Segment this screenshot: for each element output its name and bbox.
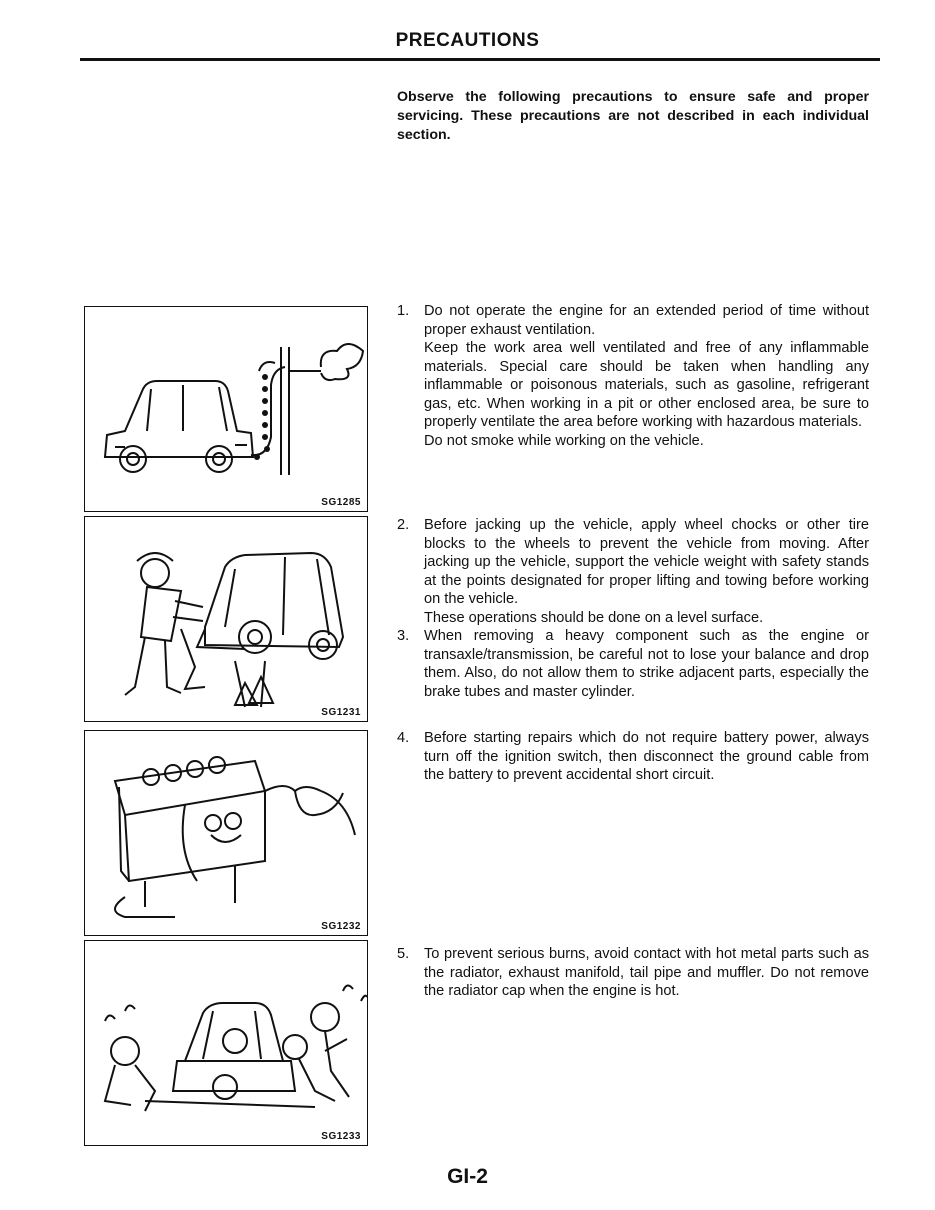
item-number: 4. — [397, 730, 410, 746]
item-paragraph: Do not smoke while working on the vehicle. — [424, 432, 704, 449]
item-number: 1. — [397, 303, 410, 319]
item-number: 3. — [397, 628, 410, 644]
title-rule — [80, 58, 880, 61]
item-paragraph: When removing a heavy component such as the engine or transaxle/transmission, be careful not to lose your balance and drop them. Also, do not allow them to strike adjacent parts, especially the brake tubes and master cylinder. — [424, 628, 869, 700]
item-paragraph: Before starting repairs which do not require battery power, always turn off the ignition switch, then disconnect the ground cable from the battery to prevent accidental short circuit. — [424, 730, 869, 783]
battery-disconnect-illustration — [85, 731, 367, 935]
figure-code: SG1232 — [321, 921, 361, 932]
item-paragraph: To prevent serious burns, avoid contact with hot metal parts such as the radiator, exhaust manifold, tail pipe and muffler. Do not remove the radiator cap when the engine is hot. — [424, 946, 869, 999]
car-exhaust-ventilation-illustration — [85, 307, 367, 511]
figure-code: SG1285 — [321, 497, 361, 508]
intro-text: Observe the following precautions to ensure safe and proper servicing. These precautions are not described in each individual section. — [397, 89, 869, 143]
page-number: GI-2 — [447, 1165, 488, 1188]
hot-parts-burn-illustration — [85, 941, 367, 1145]
figure-hot-parts — [84, 940, 368, 1146]
figure-code: SG1231 — [321, 707, 361, 718]
item-paragraph: Do not operate the engine for an extended period of time without proper exhaust ventilation. — [424, 303, 869, 338]
precaution-item-3 — [397, 627, 869, 701]
figure-jacking-vehicle — [84, 516, 368, 722]
precaution-item-1 — [397, 302, 869, 450]
page-title: PRECAUTIONS — [395, 30, 540, 51]
precaution-item-4 — [397, 729, 869, 785]
item-paragraph: These operations should be done on a level surface. — [424, 609, 764, 626]
precaution-item-2 — [397, 516, 869, 627]
figure-code: SG1233 — [321, 1131, 361, 1142]
item-paragraph: Keep the work area well ventilated and free of any inflammable materials. Special care should be taken when handling any inflammable or poisonous materials, such as gasoline, refrigerant gas, etc. When working in a pit or other enclosed area, be sure to properly ventilate the area before working with hazardous materials. — [424, 340, 869, 430]
item-paragraph: Before jacking up the vehicle, apply wheel chocks or other tire blocks to the wheels to prevent the vehicle from moving. After jacking up the vehicle, support the vehicle weight with safety stands at the points designated for proper lifting and towing before working on the vehicle. — [424, 517, 869, 607]
figure-exhaust-ventilation — [84, 306, 368, 512]
jacking-vehicle-illustration — [85, 517, 367, 721]
item-number: 5. — [397, 946, 410, 962]
figure-battery-disconnect — [84, 730, 368, 936]
item-number: 2. — [397, 517, 410, 533]
precaution-item-5 — [397, 945, 869, 1001]
